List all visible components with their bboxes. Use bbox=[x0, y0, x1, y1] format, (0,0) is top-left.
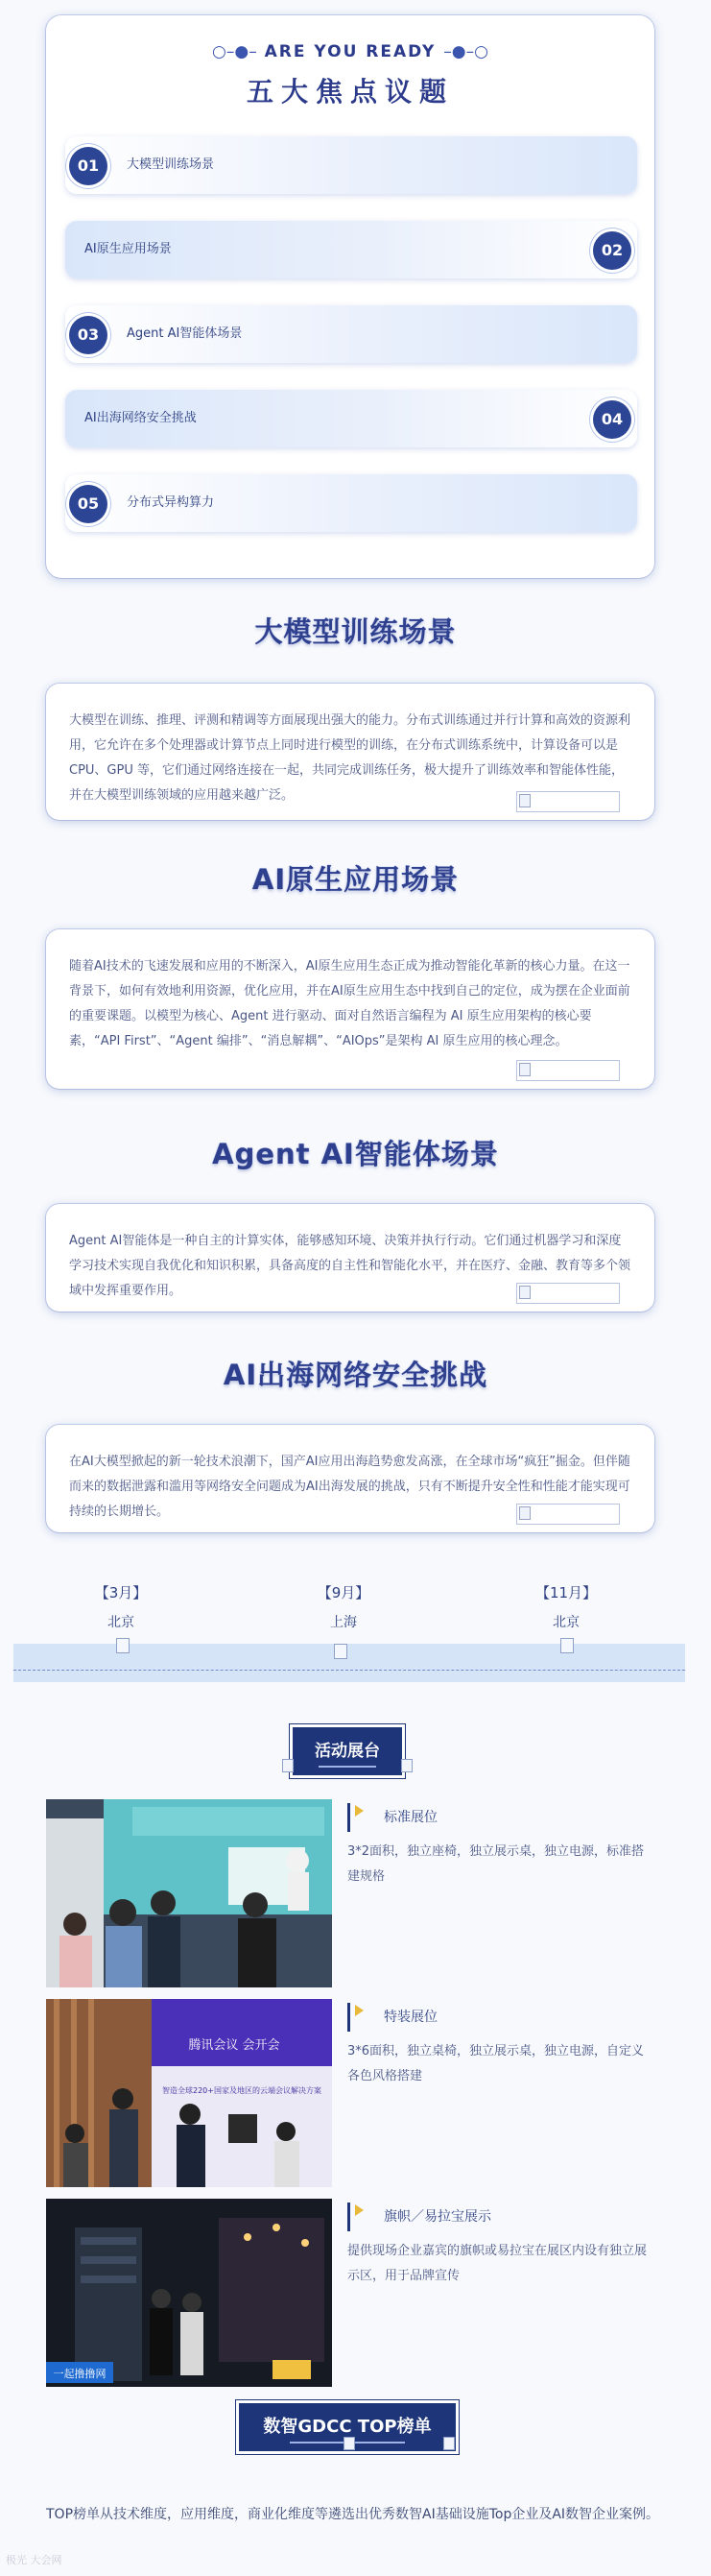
exhibit-badge-text: 活动展台 bbox=[315, 1742, 380, 1761]
exhibit-marker bbox=[347, 2003, 350, 2032]
topic-number: 05 bbox=[69, 485, 107, 523]
exhibit-title: 旗帜／易拉宝展示 bbox=[384, 2209, 491, 2225]
topic-label: AI出海网络安全挑战 bbox=[84, 411, 197, 425]
timeline-date: 【3月】 bbox=[94, 1584, 148, 1601]
topic-number: 04 bbox=[593, 400, 631, 439]
timeline-marker-icon bbox=[560, 1638, 574, 1653]
badge-ornament bbox=[319, 1766, 376, 1768]
photo-logo-text: 腾讯会议 会开会 bbox=[188, 2038, 280, 2053]
exhibit-desc: 提供现场企业嘉宾的旗帜或易拉宝在展区内设有独立展示区，用于品牌宣传 bbox=[347, 2244, 648, 2283]
triangle-icon bbox=[355, 1805, 364, 1817]
topic-number: 02 bbox=[593, 231, 631, 270]
section-title-native-app: AI原生应用场景 bbox=[251, 863, 460, 896]
expand-button[interactable] bbox=[516, 1504, 620, 1525]
timeline-item-2 bbox=[286, 1582, 401, 1631]
focus-topics-card bbox=[46, 15, 654, 578]
topic-number: 01 bbox=[69, 147, 107, 185]
section-title-training: 大模型训练场景 bbox=[254, 615, 457, 648]
exhibit-desc: 3*6面积，独立桌椅，独立展示桌，独立电源，自定义各色风格搭建 bbox=[347, 2044, 645, 2083]
timeline-date: 【11月】 bbox=[534, 1584, 598, 1601]
section-card-agent bbox=[46, 1204, 654, 1312]
timeline-marker-icon bbox=[334, 1644, 347, 1659]
section-card-training bbox=[46, 684, 654, 820]
section-body: Agent AI智能体是一种自主的计算实体，能够感知环境、决策并执行行动。它们通过机器学习和深度学习技术实现自我优化和知识积累，具备高度的自主性和智能化水平，并在医疗、金融、教育等多个领域中发挥重要作用。 bbox=[69, 1234, 631, 1298]
exhibit-title: 标准展位 bbox=[384, 1810, 438, 1825]
focus-title: 五大焦点议题 bbox=[246, 76, 454, 108]
badge-left-icon bbox=[282, 1759, 294, 1772]
topic-item-1[interactable] bbox=[65, 136, 637, 194]
exhibit-photo-special bbox=[46, 1999, 332, 2187]
exhibit-marker bbox=[347, 2203, 350, 2231]
timeline-city: 北京 bbox=[553, 1615, 580, 1630]
topic-label: 分布式异构算力 bbox=[127, 495, 215, 510]
topic-label: Agent AI智能体场景 bbox=[127, 326, 243, 341]
triangle-icon bbox=[355, 2005, 364, 2016]
top-list-description: TOP榜单从技术维度，应用维度，商业化维度等遴选出优秀数智AI基础设施Top企业及AI数智企业案例。 bbox=[46, 2507, 660, 2522]
kicker-left-dots: ○–●– bbox=[212, 42, 257, 61]
photo-logo-text: 一起撸撸网 bbox=[53, 2368, 107, 2380]
timeline-marker-icon bbox=[116, 1638, 130, 1653]
kicker-text: ARE YOU READY bbox=[264, 42, 437, 61]
timeline-item-3 bbox=[509, 1582, 624, 1631]
badge-right-icon bbox=[401, 1759, 413, 1772]
triangle-icon bbox=[355, 2204, 364, 2216]
exhibit-photo-banner bbox=[46, 2199, 332, 2387]
exhibit-title: 特装展位 bbox=[384, 2010, 438, 2025]
exhibit-desc: 3*2面积，独立座椅，独立展示桌，独立电源，标准搭建规格 bbox=[347, 1844, 645, 1884]
topic-label: 大模型训练场景 bbox=[127, 157, 215, 172]
section-card-security bbox=[46, 1425, 654, 1532]
topic-number: 03 bbox=[69, 316, 107, 354]
booth-photo-3 bbox=[46, 2199, 332, 2387]
topic-label: AI原生应用场景 bbox=[84, 242, 172, 256]
kicker-right-dots: –●–○ bbox=[443, 42, 488, 61]
topic-item-4[interactable] bbox=[65, 390, 637, 447]
timeline-item-1 bbox=[63, 1582, 178, 1631]
section-card-native-app bbox=[46, 929, 654, 1089]
section-title-agent: Agent AI智能体场景 bbox=[212, 1138, 499, 1170]
top-list-badge-text: 数智GDCC TOP榜单 bbox=[263, 2417, 432, 2437]
expand-button[interactable] bbox=[516, 1060, 620, 1081]
exhibit-photo-standard bbox=[46, 1799, 332, 1987]
photo-sub-text: 智造全球220+国家及地区的云端会议解决方案 bbox=[162, 2086, 321, 2095]
focus-kicker bbox=[46, 42, 654, 61]
timeline-date: 【9月】 bbox=[317, 1584, 370, 1601]
booth-photo-2 bbox=[46, 1999, 332, 2187]
topic-item-3[interactable] bbox=[65, 305, 637, 363]
topic-item-5[interactable] bbox=[65, 474, 637, 532]
booth-photo-1 bbox=[46, 1799, 332, 1987]
expand-button[interactable] bbox=[516, 1283, 620, 1304]
badge-center-icon bbox=[344, 2437, 355, 2450]
topic-item-2[interactable] bbox=[65, 221, 637, 278]
section-body: 大模型在训练、推理、评测和精调等方面展现出强大的能力。分布式训练通过并行计算和高效的资源利用，它允许在多个处理器或计算节点上同时进行模型的训练，在分布式训练系统中，计算设备可以是 CPU、GPU 等，它们通过网络连接在一起，共同完成训练任务，极大提升了训练效率和智能体性能，并在大模型训练领域的应用越来越广泛。 bbox=[69, 713, 631, 803]
timeline-city: 上海 bbox=[330, 1615, 357, 1630]
section-title-security: AI出海网络安全挑战 bbox=[223, 1359, 488, 1391]
section-body: 随着AI技术的飞速发展和应用的不断深入，AI原生应用生态正成为推动智能化革新的核心力量。在这一背景下，如何有效地利用资源，优化应用，并在AI原生应用生态中找到自己的定位，成为摆在企业面前的重要课题。以模型为核心、Agent 进行驱动、面对自然语言编程为 AI 原生应用架构的核心要素，“API First”、“Agent 编排”、“消息解耦”、“AIOps”是架构 AI 原生应用的核心理念。 bbox=[69, 959, 630, 1048]
section-body: 在AI大模型掀起的新一轮技术浪潮下，国产AI应用出海趋势愈发高涨，在全球市场“疯狂”掘金。但伴随而来的数据泄露和滥用等网络安全问题成为AI出海发展的挑战，只有不断提升安全性和性能才能实现可持续的长期增长。 bbox=[69, 1455, 630, 1519]
badge-right-icon bbox=[443, 2437, 455, 2450]
exhibit-badge bbox=[290, 1724, 405, 1778]
exhibit-marker bbox=[347, 1803, 350, 1832]
timeline-band bbox=[13, 1644, 685, 1682]
expand-button[interactable] bbox=[516, 791, 620, 812]
watermark: 极光 大会网 bbox=[6, 2554, 62, 2566]
timeline-city: 北京 bbox=[107, 1615, 134, 1630]
